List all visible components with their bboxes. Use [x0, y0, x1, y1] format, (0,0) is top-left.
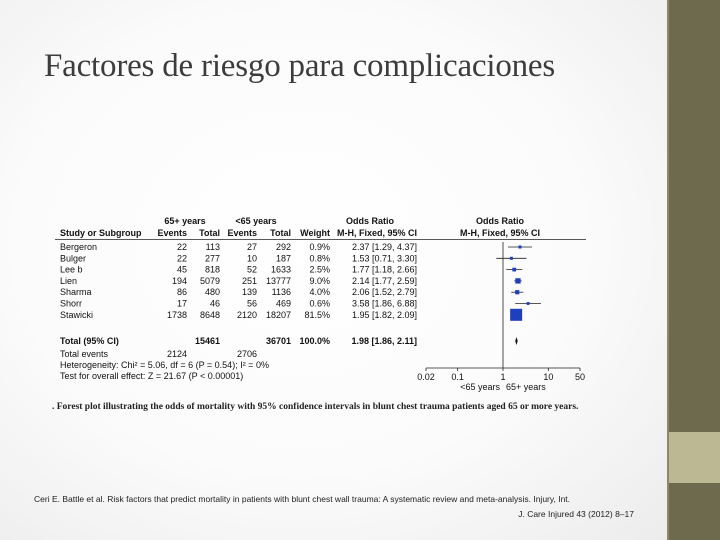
- study-events-under65: 27: [246, 242, 257, 252]
- study-ci-text: 2.37 [1.29, 4.37]: [351, 242, 417, 252]
- study-events-under65: 139: [241, 287, 257, 298]
- study-total-65: 113: [205, 242, 220, 252]
- study-name: Shorr: [60, 298, 83, 309]
- study-ci-text: 2.06 [1.52, 2.79]: [351, 287, 417, 298]
- heterogeneity-text: Heterogeneity: Chi² = 5.06, df = 6 (P = 0.54); I² = 0%: [60, 360, 269, 370]
- study-weight: 0.9%: [309, 242, 330, 252]
- study-events-65: 22: [176, 242, 187, 252]
- favours-left-label: <65 years: [460, 382, 500, 392]
- study-total-under65: 1136: [271, 287, 291, 298]
- x-axis-tick-label: 0.1: [451, 372, 464, 382]
- study-effect-marker: [510, 257, 513, 260]
- sidebar-dark-block: [667, 0, 720, 432]
- sidebar-dark-block-bottom: [667, 483, 720, 540]
- study-total-65: 5079: [199, 275, 220, 286]
- study-total-under65: 18207: [265, 309, 291, 320]
- col-header-study: Study or Subgroup: [60, 228, 142, 238]
- overall-effect-text: Test for overall effect: Z = 21.67 (P < 0.00001): [60, 371, 244, 381]
- total-events-65: 2124: [166, 349, 187, 359]
- study-total-65: 480: [204, 287, 220, 298]
- study-total-65: 46: [209, 298, 220, 309]
- study-total-65: 277: [204, 253, 220, 264]
- study-ci-text: 2.14 [1.77, 2.59]: [351, 275, 417, 286]
- study-name: Lien: [60, 275, 78, 286]
- study-effect-marker: [515, 278, 520, 283]
- col-header-ci-text: M-H, Fixed, 95% CI: [336, 228, 417, 238]
- col-header-weight: Weight: [300, 228, 330, 238]
- study-name: Lee b: [60, 264, 83, 275]
- study-events-65: 17: [176, 298, 187, 309]
- study-events-65: 194: [171, 275, 187, 286]
- study-total-under65: 1633: [270, 264, 291, 275]
- sidebar-light-block: [667, 432, 720, 483]
- study-ci-text: 3.58 [1.86, 6.88]: [351, 298, 417, 309]
- study-total-65: 8648: [199, 309, 220, 320]
- study-effect-marker: [515, 290, 519, 294]
- total-ci-text: 1.98 [1.86, 2.11]: [351, 336, 417, 346]
- group-header-odds-ratio-plot: Odds Ratio: [475, 216, 525, 226]
- study-weight: 2.5%: [309, 264, 330, 275]
- total-count-65: 15461: [194, 336, 220, 346]
- x-axis-tick-label: 50: [574, 372, 586, 382]
- study-events-65: 22: [176, 253, 187, 264]
- total-label: Total (95% CI): [60, 336, 119, 346]
- study-events-under65: 56: [246, 298, 257, 309]
- total-weight: 100.0%: [299, 336, 330, 346]
- total-events-under65: 2706: [236, 349, 257, 359]
- study-effect-marker: [512, 268, 516, 272]
- study-events-65: 45: [176, 264, 187, 275]
- study-events-under65: 52: [246, 264, 257, 275]
- study-ci-text: 1.77 [1.18, 2.66]: [351, 264, 417, 275]
- group-header-odds-ratio-text: Odds Ratio: [345, 216, 395, 226]
- x-axis-tick-label: 0.02: [417, 372, 435, 382]
- study-events-under65: 251: [241, 275, 257, 286]
- study-name: Bulger: [60, 253, 87, 264]
- study-weight: 4.0%: [309, 287, 330, 298]
- study-weight: 81.5%: [304, 309, 330, 320]
- study-weight: 9.0%: [309, 275, 330, 286]
- study-events-65: 1738: [166, 309, 187, 320]
- study-total-65: 818: [204, 264, 220, 275]
- slide-title: Factores de riesgo para complicaciones: [44, 48, 556, 84]
- favours-right-label: 65+ years: [506, 382, 546, 392]
- study-ci-text: 1.95 [1.82, 2.09]: [351, 309, 417, 320]
- total-count-under65: 36701: [265, 336, 291, 346]
- sidebar-edge: [667, 0, 669, 540]
- decorative-sidebar: [667, 0, 720, 540]
- study-total-under65: 469: [275, 298, 291, 309]
- x-axis-tick-label: 1: [500, 372, 506, 382]
- citation-line-2: J. Care Injured 43 (2012) 8–17: [518, 509, 634, 519]
- group-header-under65: <65 years: [235, 216, 277, 226]
- study-effect-marker: [527, 302, 530, 305]
- col-header-ci-plot: M-H, Fixed, 95% CI: [459, 228, 541, 238]
- study-total-under65: 13777: [265, 275, 291, 286]
- study-events-under65: 10: [246, 253, 257, 264]
- citation-line-1: Ceri E. Battle et al. Risk factors that predict mortality in patients with blunt chest wall trauma: A systematic review and meta-analysis. Injury, Int.: [34, 494, 571, 504]
- group-header-65plus: 65+ years: [164, 216, 206, 226]
- study-weight: 0.8%: [309, 253, 330, 264]
- study-effect-marker: [510, 309, 522, 321]
- study-events-under65: 2120: [236, 309, 257, 320]
- study-ci-text: 1.53 [0.71, 3.30]: [351, 253, 417, 264]
- col-header-total-under65: Total: [270, 228, 291, 238]
- figure-caption: . Forest plot illustrating the odds of mortality with 95% confidence intervals in blunt chest trauma patients aged 65 or more years.: [52, 402, 579, 412]
- citation: [34, 492, 634, 522]
- study-events-65: 86: [176, 287, 187, 298]
- col-header-events-65: Events: [157, 228, 187, 238]
- col-header-events-under65: Events: [227, 228, 257, 238]
- study-name: Bergeron: [60, 242, 98, 252]
- col-header-total-65: Total: [199, 228, 220, 238]
- study-total-under65: 292: [275, 242, 291, 252]
- x-axis-tick-label: 10: [543, 372, 554, 382]
- total-diamond: [515, 337, 517, 345]
- study-total-under65: 187: [275, 253, 291, 264]
- study-name: Stawicki: [60, 309, 94, 320]
- study-weight: 0.6%: [309, 298, 330, 309]
- study-name: Sharma: [60, 287, 92, 298]
- total-events-label: Total events: [60, 349, 109, 359]
- study-effect-marker: [518, 245, 521, 248]
